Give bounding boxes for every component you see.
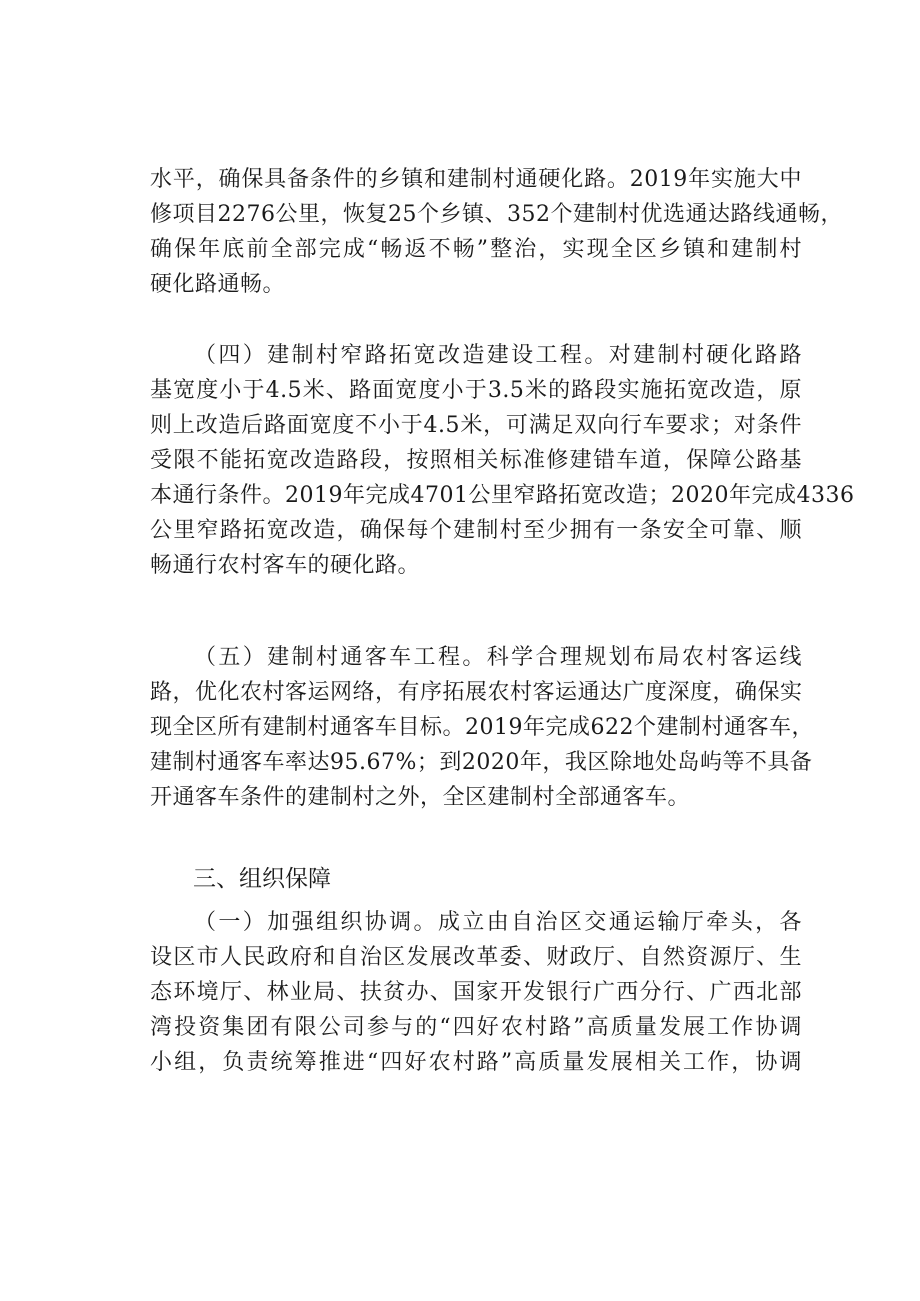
text-line: 基宽度小于4.5米、路面宽度小于3.5米的路段实施拓宽改造，原 [150, 378, 802, 403]
text-line: 水平，确保具备条件的乡镇和建制村通硬化路。2019年实施大中 [150, 167, 802, 192]
text-line: 确保年底前全部完成“畅返不畅”整治，实现全区乡镇和建制村 [150, 237, 802, 262]
text-line: （一）加强组织协调。成立由自治区交通运输厅牵头，各 [194, 910, 802, 935]
text-line: 则上改造后路面宽度不小于4.5米，可满足双向行车要求；对条件 [150, 413, 802, 438]
paragraph-continuation [150, 162, 843, 302]
text-line: 现全区所有建制村通客车目标。2019年完成622个建制村通客车， [150, 715, 814, 740]
text-line: 畅通行农村客车的硬化路。 [150, 553, 421, 578]
text-line: （五）建制村通客车工程。科学合理规划布局农村客运线 [194, 645, 802, 670]
text-line: 小组，负责统筹推进“四好农村路”高质量发展相关工作，协调 [150, 1050, 802, 1075]
text-line: 公里窄路拓宽改造，确保每个建制村至少拥有一条安全可靠、顺 [150, 518, 802, 543]
paragraph-section-five [150, 640, 814, 815]
paragraph-section-four [150, 338, 855, 583]
text-line: 受限不能拓宽改造路段，按照相关标准修建错车道，保障公路基 [150, 448, 802, 473]
text-line: 开通客车条件的建制村之外，全区建制村全部通客车。 [150, 785, 691, 810]
text-line: 湾投资集团有限公司参与的“四好农村路”高质量发展工作协调 [150, 1015, 802, 1040]
text-line: （四）建制村窄路拓宽改造建设工程。对建制村硬化路路 [194, 343, 802, 368]
section-heading: 三、组织保障 [193, 866, 331, 892]
text-line: 态环境厅、林业局、扶贫办、国家开发银行广西分行、广西北部 [150, 980, 802, 1005]
text-line: 修项目2276公里，恢复25个乡镇、352个建制村优选通达路线通畅， [150, 202, 843, 227]
text-line: 硬化路通畅。 [150, 272, 286, 297]
text-line: 建制村通客车率达95.67%；到2020年，我区除地处岛屿等不具备 [150, 750, 813, 775]
paragraph-organization-one [150, 905, 802, 1080]
text-line: 设区市人民政府和自治区发展改革委、财政厅、自然资源厅、生 [150, 945, 802, 970]
text-line: 本通行条件。2019年完成4701公里窄路拓宽改造；2020年完成4336 [150, 483, 855, 508]
text-line: 路，优化农村客运网络，有序拓展农村客运通达广度深度，确保实 [150, 680, 803, 705]
